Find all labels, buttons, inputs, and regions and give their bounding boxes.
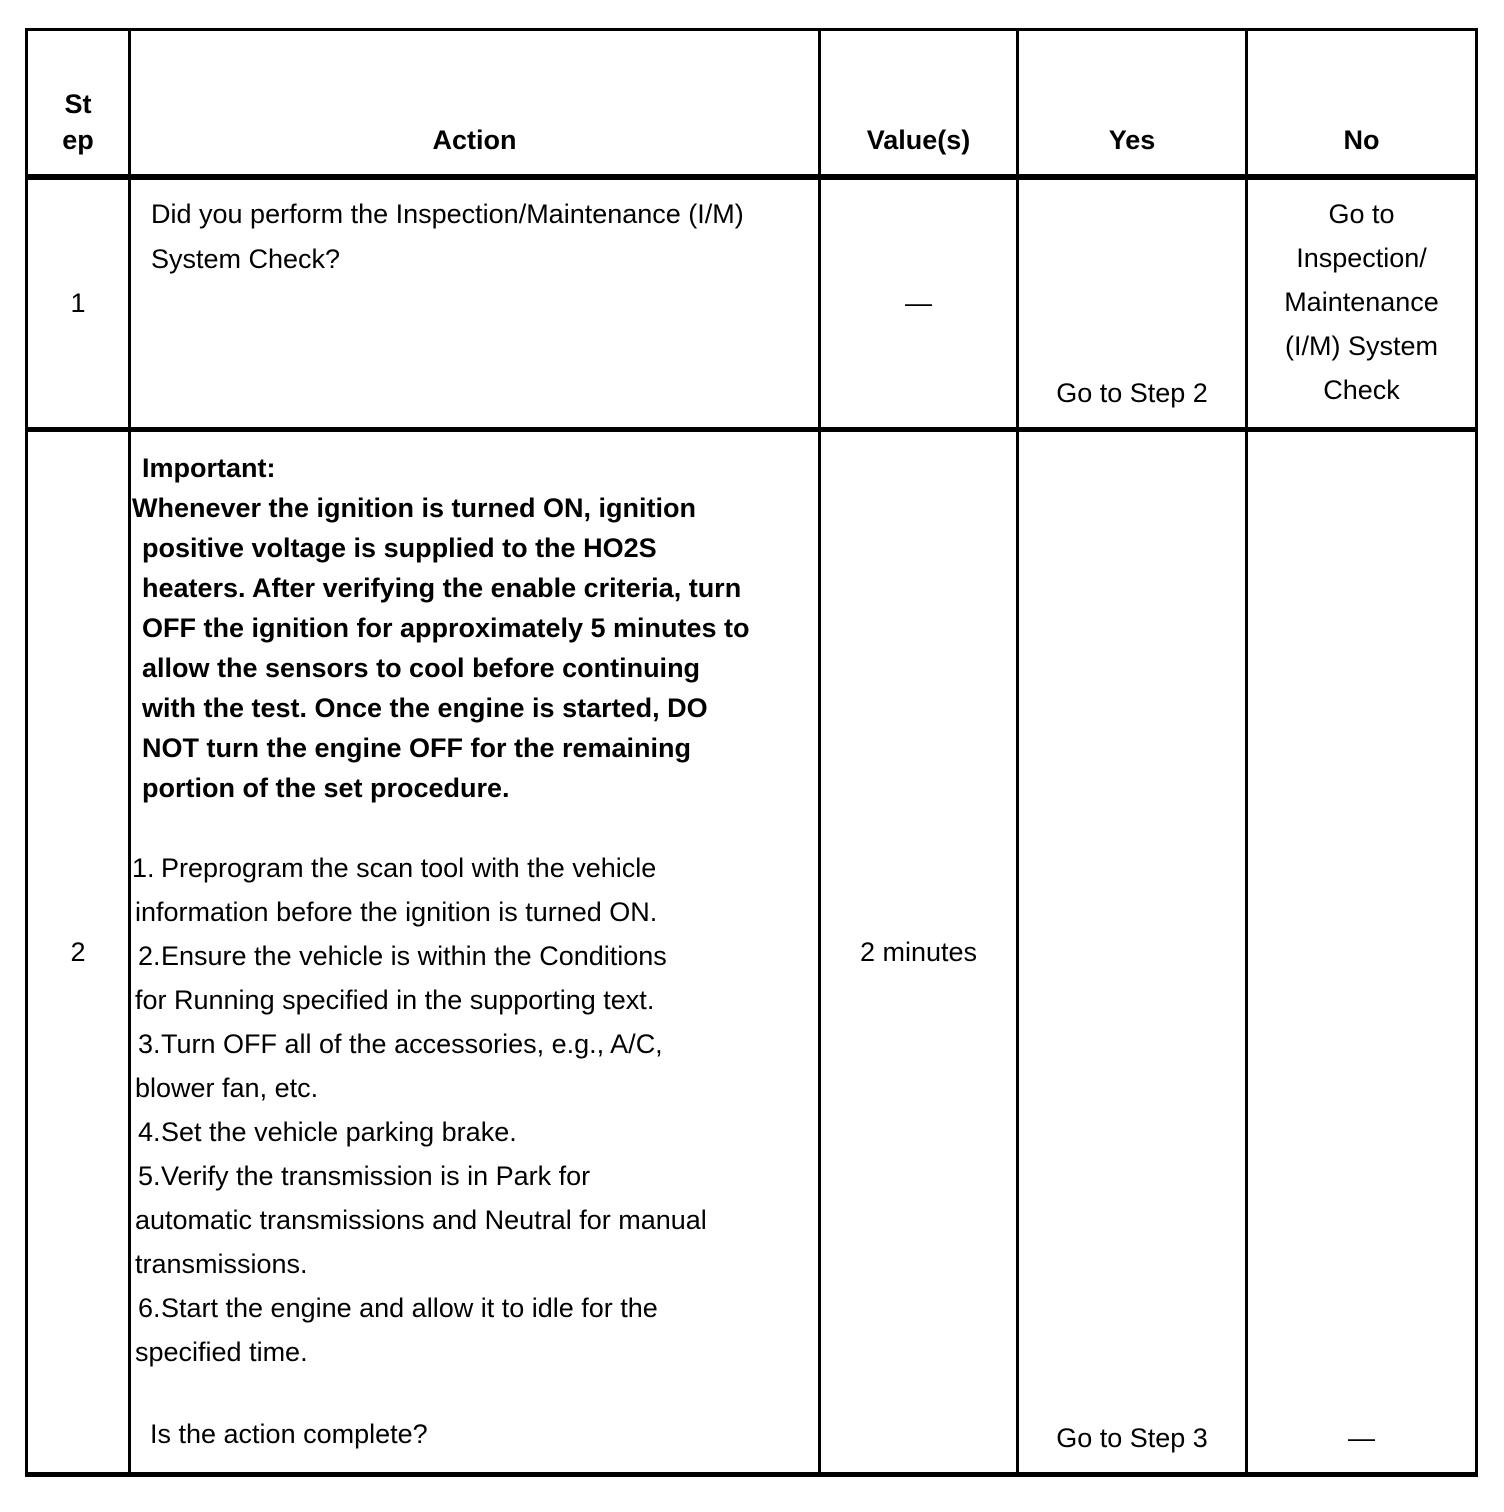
step-number: 1: [27, 177, 130, 430]
header-no: No: [1247, 30, 1477, 177]
list-marker: 1.: [132, 853, 155, 883]
no-line: Check: [1323, 374, 1400, 405]
important-heading: Important:: [142, 453, 276, 483]
table-row-step-2: [27, 430, 1477, 1475]
values-cell: 2 minutes: [820, 430, 1018, 1475]
important-line: allow the sensors to cool before continuing: [142, 653, 701, 683]
header-yes: Yes: [1018, 30, 1247, 177]
action-text: [131, 180, 818, 282]
list-line: automatic transmissions and Neutral for manual: [135, 1205, 707, 1235]
important-block: [131, 448, 818, 808]
procedure-table: [25, 28, 1478, 1477]
important-line: portion of the set procedure.: [142, 773, 510, 803]
action-text: [131, 432, 818, 1456]
header-step: [27, 30, 130, 177]
list-text: Start the engine and allow it to idle for the: [161, 1293, 658, 1323]
list-line: [131, 1110, 818, 1154]
values-cell: —: [820, 177, 1018, 430]
header-values: Value(s): [820, 30, 1018, 177]
question-line: Is the action complete?: [150, 1419, 428, 1449]
list-line: transmissions.: [135, 1249, 308, 1279]
action-line: Did you perform the Inspection/Maintenance (I/M): [151, 198, 744, 229]
list-line: specified time.: [135, 1337, 308, 1367]
list-marker: 4.: [138, 1117, 161, 1147]
list-marker: 6.: [138, 1293, 161, 1323]
important-line: with the test. Once the engine is started, DO: [142, 693, 708, 723]
no-line: Go to: [1328, 198, 1395, 229]
list-line: blower fan, etc.: [135, 1073, 319, 1103]
yes-cell: Go to Step 2: [1018, 177, 1247, 430]
important-line: positive voltage is supplied to the HO2S: [142, 533, 657, 563]
list-line: [131, 1154, 818, 1198]
list-marker: 3.: [138, 1029, 161, 1059]
numbered-list: [131, 846, 818, 1374]
header-step-line2: ep: [62, 124, 94, 155]
list-line: [131, 934, 818, 978]
header-row: [27, 30, 1477, 177]
no-cell: —: [1247, 430, 1477, 1475]
action-cell: [130, 177, 820, 430]
list-line: [131, 1022, 818, 1066]
header-action: Action: [130, 30, 820, 177]
action-cell: [130, 430, 820, 1475]
important-line: heaters. After verifying the enable criteria, turn: [142, 573, 742, 603]
action-line: System Check?: [151, 243, 341, 274]
important-line: NOT turn the engine OFF for the remaining: [142, 733, 692, 763]
list-line: [131, 1286, 818, 1330]
important-line: Whenever the ignition is turned ON, ignition: [132, 493, 696, 523]
list-text: Preprogram the scan tool with the vehicle: [161, 853, 657, 883]
list-line: information before the ignition is turned ON.: [135, 897, 658, 927]
list-text: Set the vehicle parking brake.: [161, 1117, 517, 1147]
list-text: Verify the transmission is in Park for: [161, 1161, 591, 1191]
yes-cell: Go to Step 3: [1018, 430, 1247, 1475]
list-marker: 2.: [138, 941, 161, 971]
list-marker: 5.: [138, 1161, 161, 1191]
header-step-line1: St: [64, 88, 92, 119]
list-text: Turn OFF all of the accessories, e.g., A/C,: [161, 1029, 663, 1059]
list-line: [131, 846, 818, 890]
step-number: 2: [27, 430, 130, 1475]
no-line: (I/M) System: [1285, 330, 1438, 361]
important-line: OFF the ignition for approximately 5 minutes to: [142, 613, 750, 643]
list-text: Ensure the vehicle is within the Conditions: [161, 941, 667, 971]
no-line: Maintenance: [1284, 286, 1439, 317]
no-line: Inspection/: [1296, 242, 1427, 273]
table-row-step-1: [27, 177, 1477, 430]
list-line: for Running specified in the supporting text.: [135, 985, 655, 1015]
no-cell: [1247, 177, 1477, 430]
